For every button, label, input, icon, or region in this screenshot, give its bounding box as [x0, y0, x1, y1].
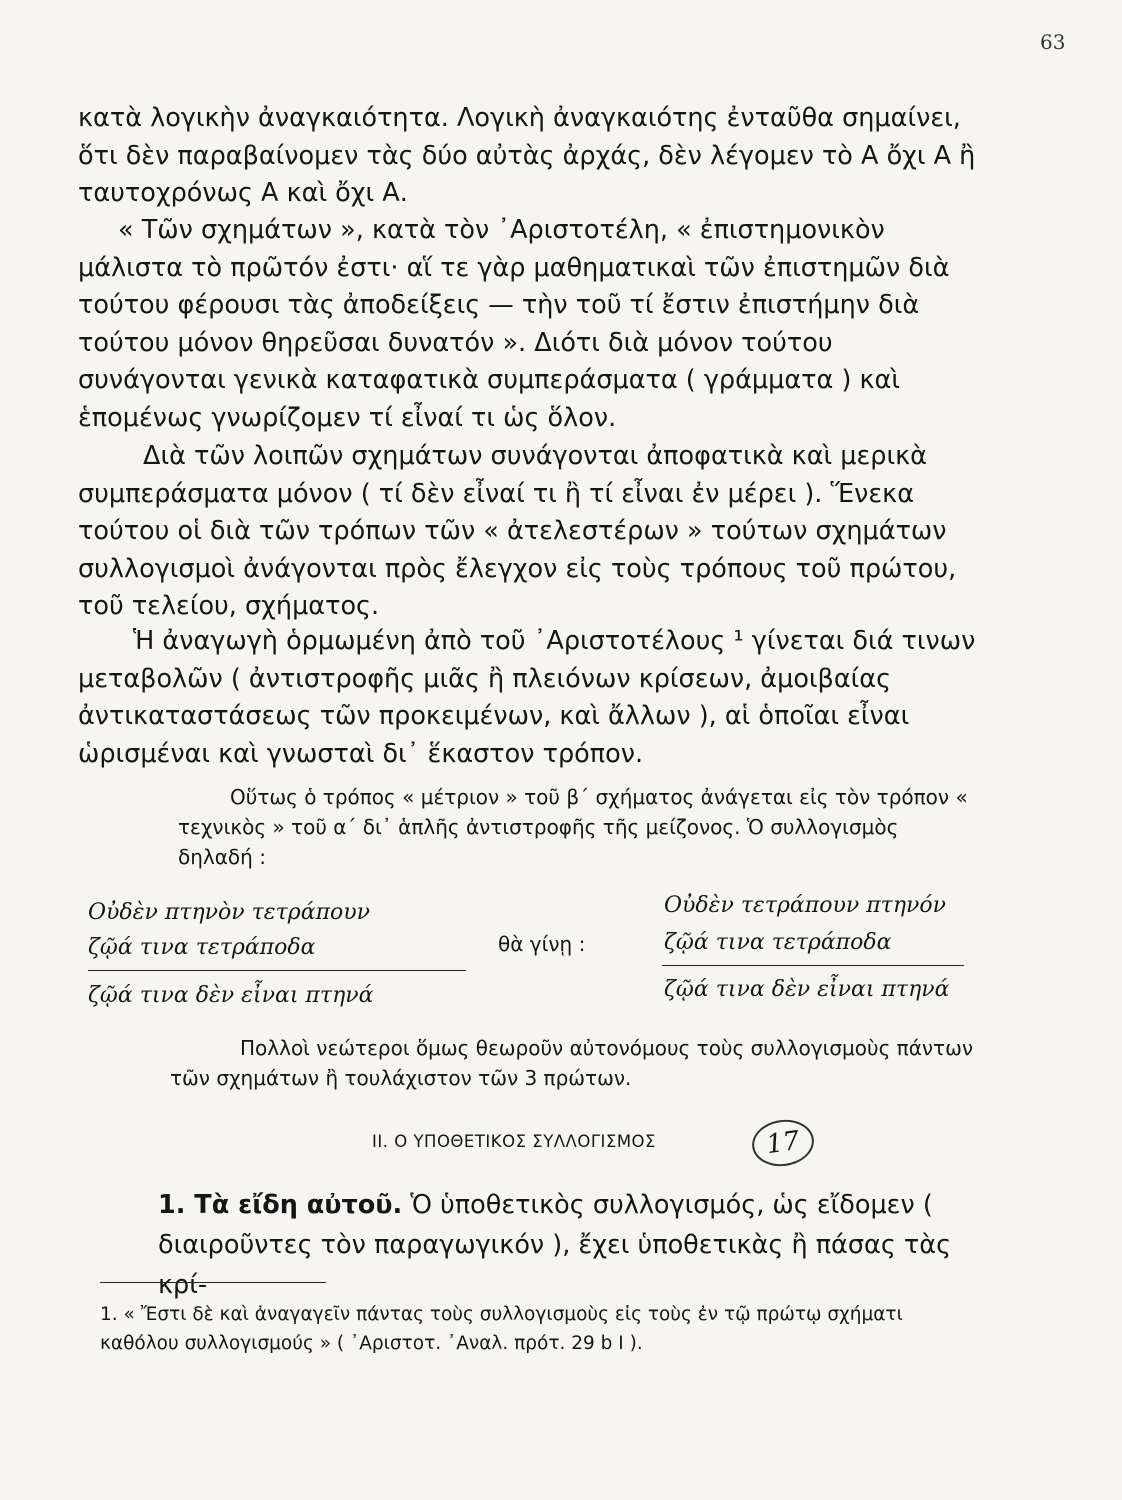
- paragraph-4: Ἡ ἀναγωγὴ ὁρμωμένη ἀπὸ τοῦ ᾿Αριστοτέλους ¹ γίνεται διά τινων μεταβολῶν ( ἀντιστροφῆς μιᾶς ἢ πλειόνων κρίσεων, ἀμοιβαίας ἀντικαταστάσεως τῶν προκειμένων, καὶ ἄλλων ), αἱ ὁποῖαι εἶναι ὡρισμέναι καὶ γνωσταὶ δι᾿ ἕκαστον τρόπον.: [78, 626, 976, 769]
- syllogism-right-line-1: Οὐδὲν τετράπουν πτηνόν: [664, 893, 947, 918]
- syllogism-right-line-2: ζῷά τινα τετράποδα: [664, 930, 892, 955]
- page-number: 63: [1040, 30, 1066, 54]
- syllogism-left-line-2: ζῷά τινα τετράποδα: [88, 935, 316, 960]
- section-heading: II. Ο ΥΠΟΘΕΤΙΚΟΣ ΣΥΛΛΟΓΙΣΜΟΣ: [372, 1132, 656, 1151]
- syllogism-left-rule: [88, 970, 466, 971]
- subsection-text: Ὁ ὑποθετικὸς συλλογισμός, ὡς εἴδομεν ( διαιροῦντες τὸν παραγωγικόν ), ἔχει ὑποθετικὰς ἢ πάσας τὰς κρί-: [158, 1190, 952, 1300]
- handwritten-page-mark: 17: [749, 1116, 817, 1170]
- syllogism-connector: θὰ γίνῃ :: [498, 932, 586, 956]
- small-paragraph-2: Πολλοὶ νεώτεροι ὅμως θεωροῦν αὐτονόμους τοὺς συλλογισμοὺς πάντων τῶν σχημάτων ἢ τουλάχιστον τῶν 3 πρώτων.: [170, 1036, 974, 1090]
- subsection-paragraph: [158, 1185, 988, 1305]
- small-paragraph-1: Οὕτως ὁ τρόπος « μέτριον » τοῦ β΄ σχήματος ἀνάγεται εἰς τὸν τρόπον « τεχνικὸς » τοῦ α΄ δι᾿ ἁπλῆς ἀντιστροφῆς τῆς μείζονος. Ὁ συλλογισμὸς δηλαδή :: [178, 785, 968, 869]
- syllogism-right-rule: [662, 965, 964, 966]
- paragraph-3: Διὰ τῶν λοιπῶν σχημάτων συνάγονται ἀποφατικὰ καὶ μερικὰ συμπεράσματα μόνον ( τί δὲν εἶναί τι ἢ τί εἶναι ἐν μέρει ). Ἕνεκα τούτου οἱ διὰ τῶν τρόπων τῶν « ἀτελεστέρων » τούτων σχημάτων συλλογισμοὶ ἀνάγονται πρὸς ἔλεγχον εἰς τοὺς τρόπους τοῦ πρώτου, τοῦ τελείου, σχήματος.: [78, 441, 957, 621]
- syllogism-right-conclusion: ζῷά τινα δὲν εἶναι πτηνά: [664, 977, 950, 1002]
- paragraph-2: « Τῶν σχημάτων », κατὰ τὸν ᾿Αριστοτέλη, « ἐπιστημονικὸν μάλιστα τὸ πρῶτόν ἐστι· αἵ τε γὰρ μαθηματικαὶ τῶν ἐπιστημῶν διὰ τούτου φέρουσι τὰς ἀποδείξεις — τὴν τοῦ τί ἔστιν ἐπιστήμην διὰ τούτου μόνον θηρεῦσαι δυνατόν ». Διότι διὰ μόνον τούτου συνάγονται γενικὰ καταφατικὰ συμπεράσματα ( γράμματα ) καὶ ἑπομένως γνωρίζομεν τί εἶναί τι ὡς ὅλον.: [78, 215, 950, 433]
- syllogism-left-line-1: Οὐδὲν πτηνὸν τετράπουν: [88, 900, 371, 925]
- syllogism-left-conclusion: ζῷά τινα δὲν εἶναι πτηνά: [88, 983, 374, 1008]
- footnote-rule: [100, 1282, 326, 1283]
- paragraph-1: κατὰ λογικὴν ἀναγκαιότητα. Λογικὴ ἀναγκαιότης ἐνταῦθα σημαίνει, ὅτι δὲν παραβαίνομεν τὰς δύο αὐτὰς ἀρχάς, δὲν λέγομεν τὸ Α ὄχι Α ἢ ταυτοχρόνως Α καὶ ὄχι Α.: [78, 103, 976, 208]
- subsection-title: 1. Τὰ εἴδη αὐτοῦ.: [158, 1190, 403, 1220]
- footnote: 1. « Ἔστι δὲ καὶ ἀναγαγεῖν πάντας τοὺς συλλογισμοὺς εἰς τοὺς ἐν τῷ πρώτῳ σχήματι καθόλου συλλογισμούς » ( ᾿Αριστοτ. ᾿Αναλ. πρότ. 29 b I ).: [100, 1304, 903, 1354]
